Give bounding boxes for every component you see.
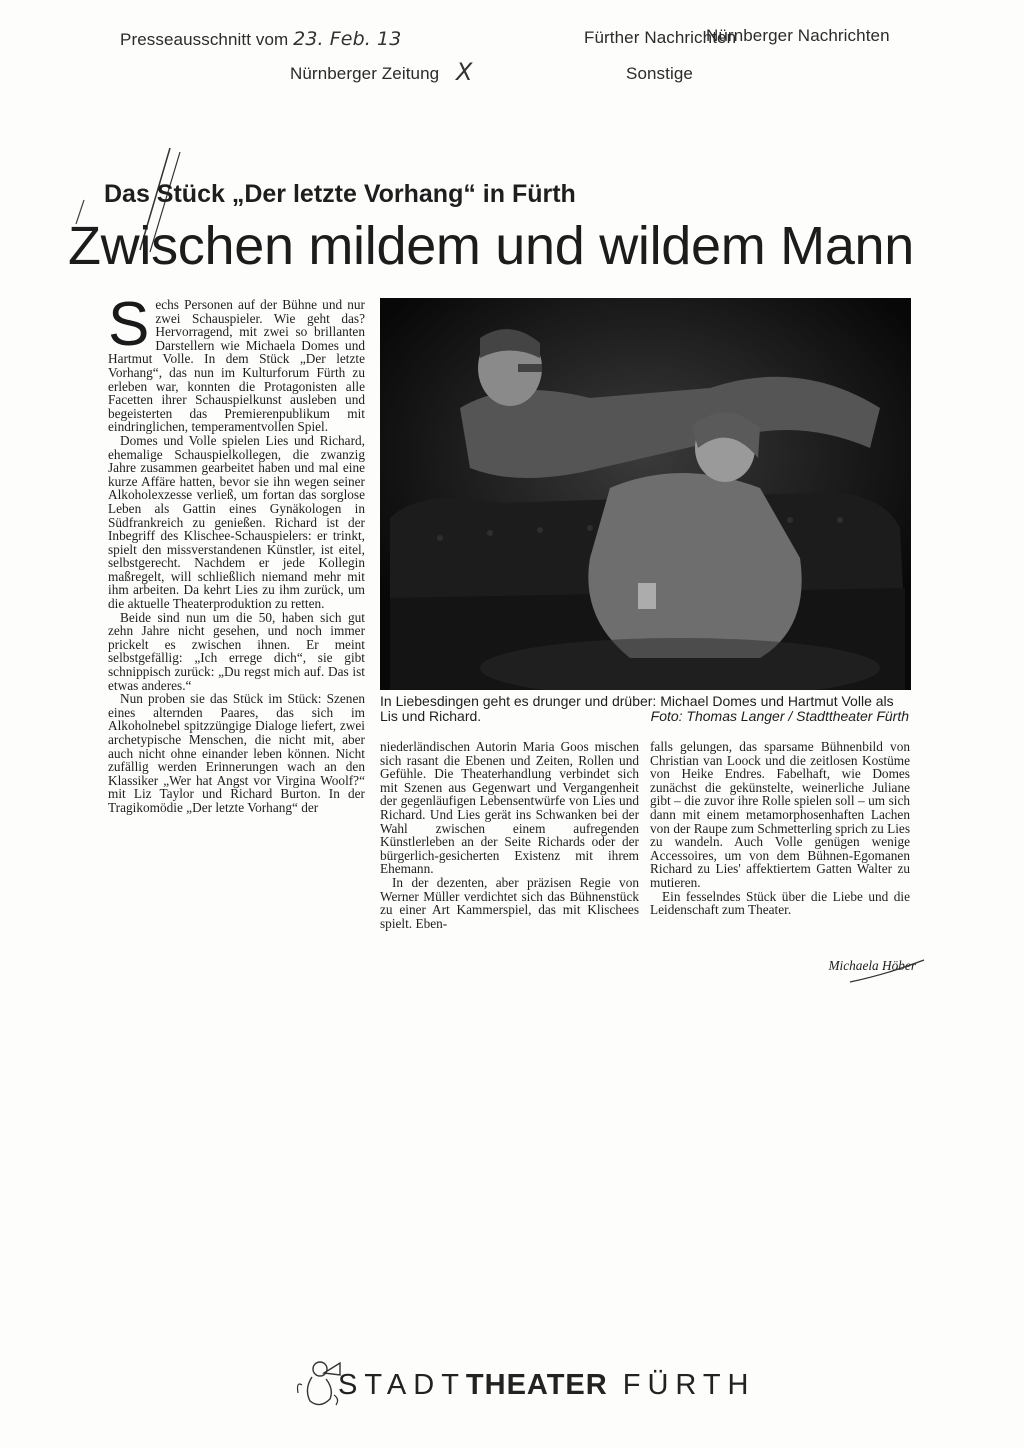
clipping-date-label bbox=[120, 28, 401, 50]
check-mark: X bbox=[456, 58, 473, 86]
cherub-trumpet-icon bbox=[294, 1355, 342, 1415]
logo-wordmark bbox=[338, 1369, 756, 1402]
author-byline: Michaela Höber bbox=[828, 958, 916, 973]
paragraph: falls gelungen, das sparsame Bühnenbild von Christian van Loock und die zeitlosen Kostüme von Heike Endres. Fabelhaft, wie Domes zunächst die gekünstelte, weinerliche Juliane gibt – die zuvor ihre Rolle spielen soll – um sich dann mit einem metamorphosenhaften Lachen von der Raupe zum Schmetterling sprich zu Lies zu wandeln. Auch Volle genügen wenige Accessoires, um von dem Bühnen-Egomanen Richard zu Lies' affektiertem Gatten Walter zu mutieren. bbox=[650, 739, 910, 890]
article-column-3 bbox=[650, 740, 910, 917]
handwritten-date: 23. Feb. 13 bbox=[293, 28, 402, 50]
paper-nuernberger-nachrichten: Nürnberger Nachrichten bbox=[706, 26, 890, 45]
caption-text: In Liebesdingen geht es drunger und drüber: Michael Domes und Hartmut Volle als Lis und Richard. bbox=[380, 693, 894, 724]
paragraph: niederländischen Autorin Maria Goos mischen sich rasant die Ebenen und Zeiten, Rollen und Gefühle. Die Theaterhandlung verbindet sich mit Szenen aus Gegenwart und Vergangenheit der gegenläufigen Lebensentwürfe von Lies und Richard. Und Lies gerät ins Schwanken bei der Wahl zwischen einem aufregenden Künstlerleben an der Seite Richards oder der bürgerlich-gesicherten Existenz mit ihrem Ehemann. bbox=[380, 739, 639, 877]
paragraph: Ein fesselndes Stück über die Liebe und die Leidenschaft zum Theater. bbox=[650, 888, 910, 918]
drop-cap: S bbox=[108, 290, 150, 359]
article-column-2 bbox=[380, 740, 639, 930]
photo-credit: Foto: Thomas Langer / Stadttheater Fürth bbox=[650, 708, 909, 724]
stage-photo bbox=[380, 298, 911, 690]
author-signature-stroke bbox=[848, 958, 928, 986]
logo-theater: THEATER bbox=[465, 1369, 608, 1401]
logo-fuerth: FÜRTH bbox=[622, 1369, 756, 1401]
paragraph: Beide sind nun um die 50, haben sich gut zehn Jahre nicht gesehen, und noch immer prickelt es zwischen ihnen. Er meint selbstgefällig: „Ich errege dich“, sie gibt schnippisch zurück: „Du regst mich auf. Das ist etwas anderes.“ bbox=[108, 609, 365, 693]
stadttheater-logo bbox=[294, 1355, 764, 1415]
paper-sonstige: Sonstige bbox=[626, 64, 693, 83]
paper-nuernberger-zeitung: Nürnberger Zeitung bbox=[290, 64, 440, 83]
paragraph: In der dezenten, aber präzisen Regie von Werner Müller verdichtet sich das Bühnenstück zu einer Art Kammerspiel, das mit Klischees spielt. Eben- bbox=[380, 874, 639, 931]
photo-caption bbox=[380, 694, 911, 724]
clipping-prefix: Presseausschnitt vom bbox=[120, 30, 289, 49]
paragraph: echs Personen auf der Bühne und nur zwei Schauspieler. Wie geht das? Hervorragend, mit zwei so brillanten Darstellern wie Michaela Domes und Hartmut Volle. In dem Stück „Der letzte Vorhang“, das nun im Kulturforum Fürth zu erleben war, konnten die Protagonisten alle Facetten ihrer Schauspielkunst ausleben und begeisterten das Premierenpublikum mit eindringlichen, temperamentvollen Spiel. bbox=[108, 297, 365, 435]
logo-stadt: STADT bbox=[338, 1369, 466, 1401]
article-column-1 bbox=[108, 290, 365, 815]
article-headline: Zwischen mildem und wildem Mann bbox=[68, 216, 915, 276]
paragraph: Domes und Volle spielen Lies und Richard, ehemalige Schauspielkollegen, die zwanzig Jahre zusammen gearbeitet haben und mal eine kurze Affäre hatten, bevor sie ihn wegen seiner Alkoholexzesse verließ, um fortan das sorglose Leben als Gattin eines Gynäkologen in Südfrankreich zu genießen. Richard ist der Inbegriff des Klischee-Schauspielers: er trinkt, spielt den missverstandenen Künstler, ist eitel, selbstgerecht. Nachdem er jede Kollegin maßregelt, will schließlich niemand mehr mit ihm arbeiten. Da kehrt Lies zu ihm zurück, um die aktuelle Theaterproduktion zu retten. bbox=[108, 432, 365, 612]
paragraph: Nun proben sie das Stück im Stück: Szenen eines alternden Paares, das sich im Alkoholnebel spitzzüngige Dialoge liefert, zwei archetypische Menschen, die nicht mit, aber auch nicht ohne einander leben können. Nicht zufällig werden Erinnerungen wach an den Klassiker „Wer hat Angst vor Virgina Woolf?“ mit Liz Taylor und Richard Burton. In der Tragikomödie „Der letzte Vorhang“ der bbox=[108, 691, 365, 815]
article-kicker: Das Stück „Der letzte Vorhang“ in Fürth bbox=[104, 180, 576, 208]
stage-photo-illustration bbox=[380, 298, 911, 690]
paper-fuerther-nachrichten: Fürther Nachrichten bbox=[584, 28, 737, 47]
